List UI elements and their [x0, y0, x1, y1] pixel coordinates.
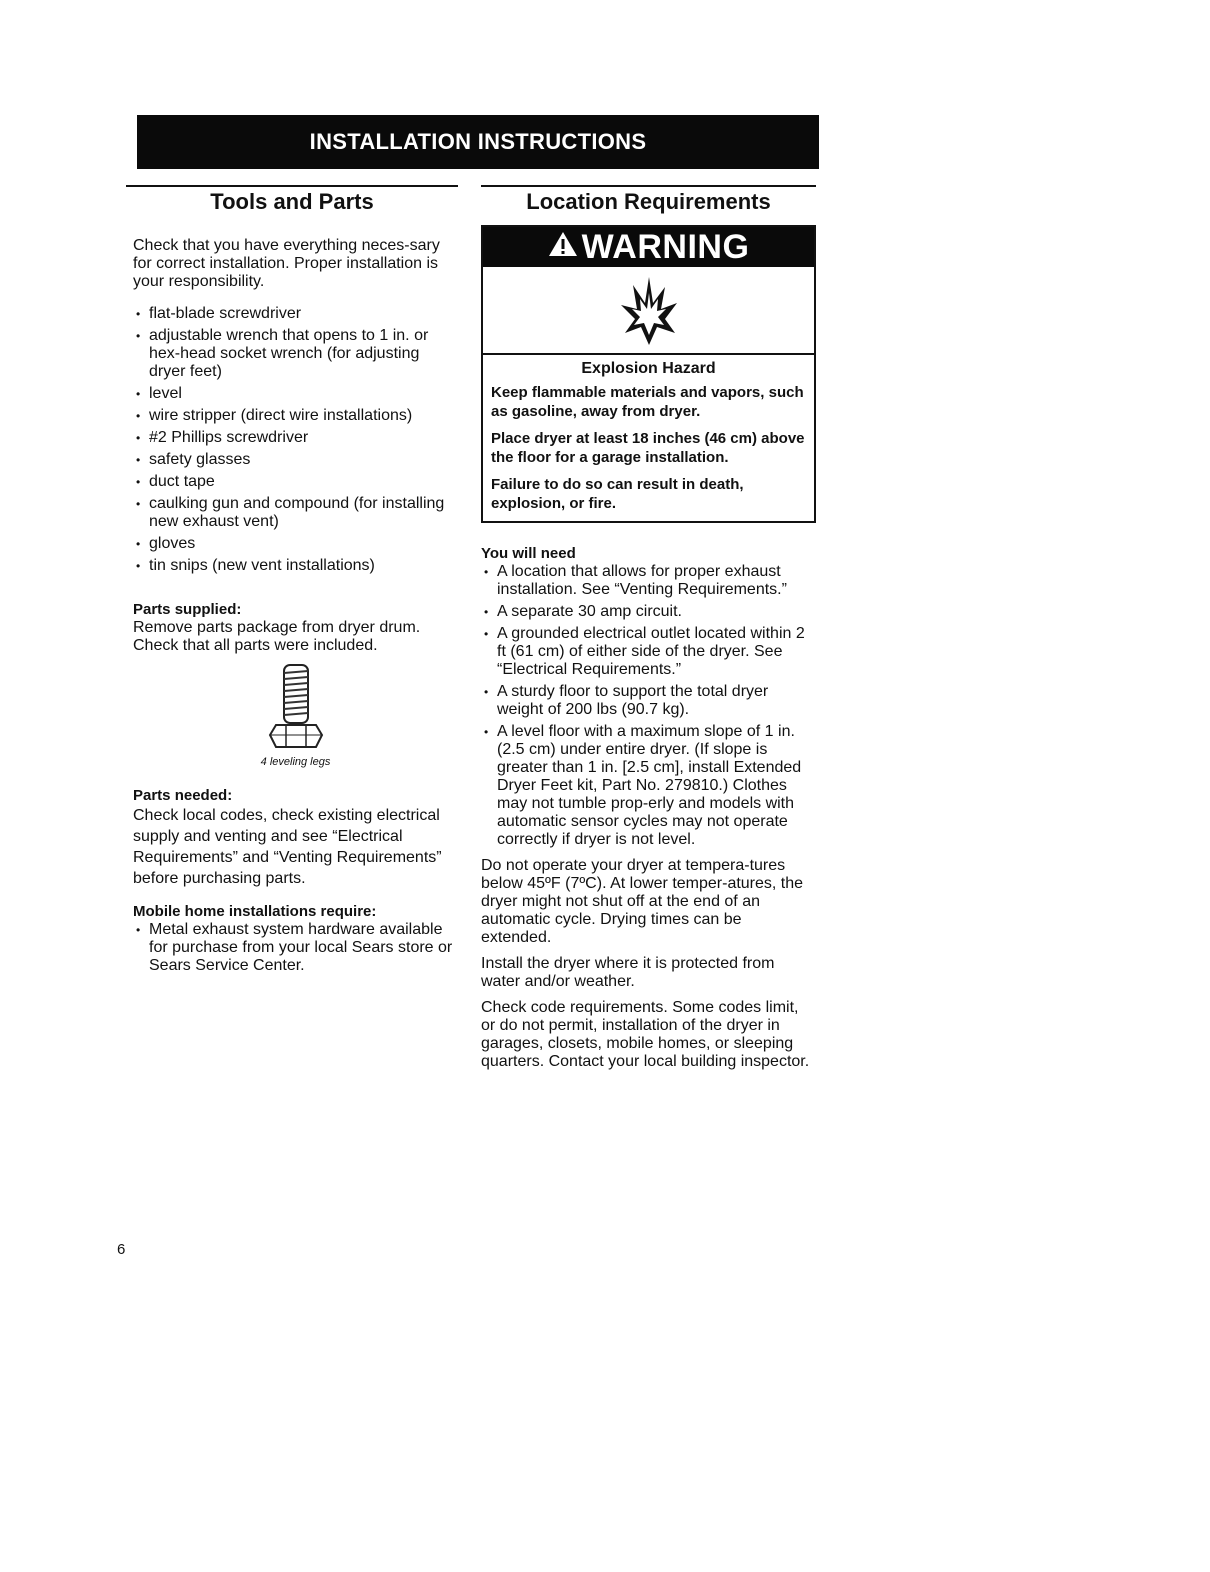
you-will-need-title: You will need — [481, 545, 576, 562]
list-item: • level — [133, 385, 458, 403]
warning-header — [483, 227, 814, 267]
list-item: • safety glasses — [133, 451, 458, 469]
warning-label: WARNING — [581, 228, 750, 266]
list-item: • duct tape — [133, 473, 458, 491]
you-will-need-section — [481, 545, 816, 849]
parts-needed-title: Parts needed: — [133, 787, 233, 804]
list-item: • A separate 30 amp circuit. — [481, 603, 816, 621]
warning-text: Failure to do so can result in death, explosion, or fire. — [491, 476, 744, 512]
list-item: • Metal exhaust system hardware available for purchase from your local Sears store or Sears Service Center. — [133, 921, 458, 975]
weather-paragraph: Install the dryer where it is protected from water and/or weather. — [481, 955, 775, 990]
explosion-icon — [483, 267, 814, 355]
tools-heading: Tools and Parts — [126, 185, 458, 215]
list-item: • adjustable wrench that opens to 1 in. or hex-head socket wrench (for adjusting dryer feet) — [133, 327, 458, 381]
section-banner: INSTALLATION INSTRUCTIONS — [137, 115, 819, 169]
location-heading: Location Requirements — [481, 185, 816, 215]
list-item: • caulking gun and compound (for installing new exhaust vent) — [133, 495, 458, 531]
mobile-home-title: Mobile home installations require: — [133, 903, 377, 920]
parts-supplied-title: Parts supplied: — [133, 601, 242, 618]
leveling-leg-figure — [133, 663, 458, 769]
list-item: • #2 Phillips screwdriver — [133, 429, 458, 447]
parts-supplied-text: Remove parts package from dryer drum. Check that all parts were included. — [133, 619, 421, 654]
figure-caption: 4 leveling legs — [260, 756, 331, 768]
list-item: • flat-blade screwdriver — [133, 305, 458, 323]
parts-needed-text: Check local codes, check existing electrical supply and venting and see “Electrical Requirements” and “Venting Requirements” before purchasing parts. — [133, 807, 442, 887]
warning-triangle-icon — [548, 227, 578, 267]
list-item: • gloves — [133, 535, 458, 553]
list-item: • A sturdy floor to support the total dryer weight of 200 lbs (90.7 kg). — [481, 683, 816, 719]
leveling-leg-icon — [266, 663, 326, 751]
mobile-home-list — [133, 921, 458, 975]
warning-text: Place dryer at least 18 inches (46 cm) above the floor for a garage installation. — [491, 430, 805, 466]
tools-list — [133, 305, 458, 575]
temperature-paragraph: Do not operate your dryer at tempera-tures below 45ºF (7ºC). At lower temper-atures, the dryer might not shut off at the end of an automatic cycle. Drying times can be extended. — [481, 857, 804, 946]
requirements-list — [481, 563, 816, 849]
list-item: • A level floor with a maximum slope of 1 in. (2.5 cm) under entire dryer. (If slope is greater than 1 in. [2.5 cm], install Extended Dryer Feet kit, Part No. 279810.) Clothes may not tumble prop-erly and models with automatic sensor cycles may not operate correctly if dryer is not level. — [481, 723, 816, 849]
list-item: • A location that allows for proper exhaust installation. See “Venting Requirements.” — [481, 563, 816, 599]
list-item: • A grounded electrical outlet located within 2 ft (61 cm) of either side of the dryer. See “Electrical Requirements.” — [481, 625, 816, 679]
hazard-title: Explosion Hazard — [581, 360, 716, 377]
list-item: • tin snips (new vent installations) — [133, 557, 458, 575]
location-requirements-column — [481, 185, 816, 1071]
tools-intro: Check that you have everything neces-sary for correct installation. Proper installation is your responsibility. — [133, 237, 440, 290]
tools-and-parts-column — [126, 185, 458, 975]
list-item: • wire stripper (direct wire installations) — [133, 407, 458, 425]
page-number: 6 — [117, 1241, 126, 1258]
warning-box — [481, 225, 816, 523]
warning-text: Keep flammable materials and vapors, such as gasoline, away from dryer. — [491, 384, 804, 420]
code-paragraph: Check code requirements. Some codes limit, or do not permit, installation of the dryer in garages, closets, mobile homes, or sleeping quarters. Contact your local building inspector. — [481, 999, 810, 1070]
